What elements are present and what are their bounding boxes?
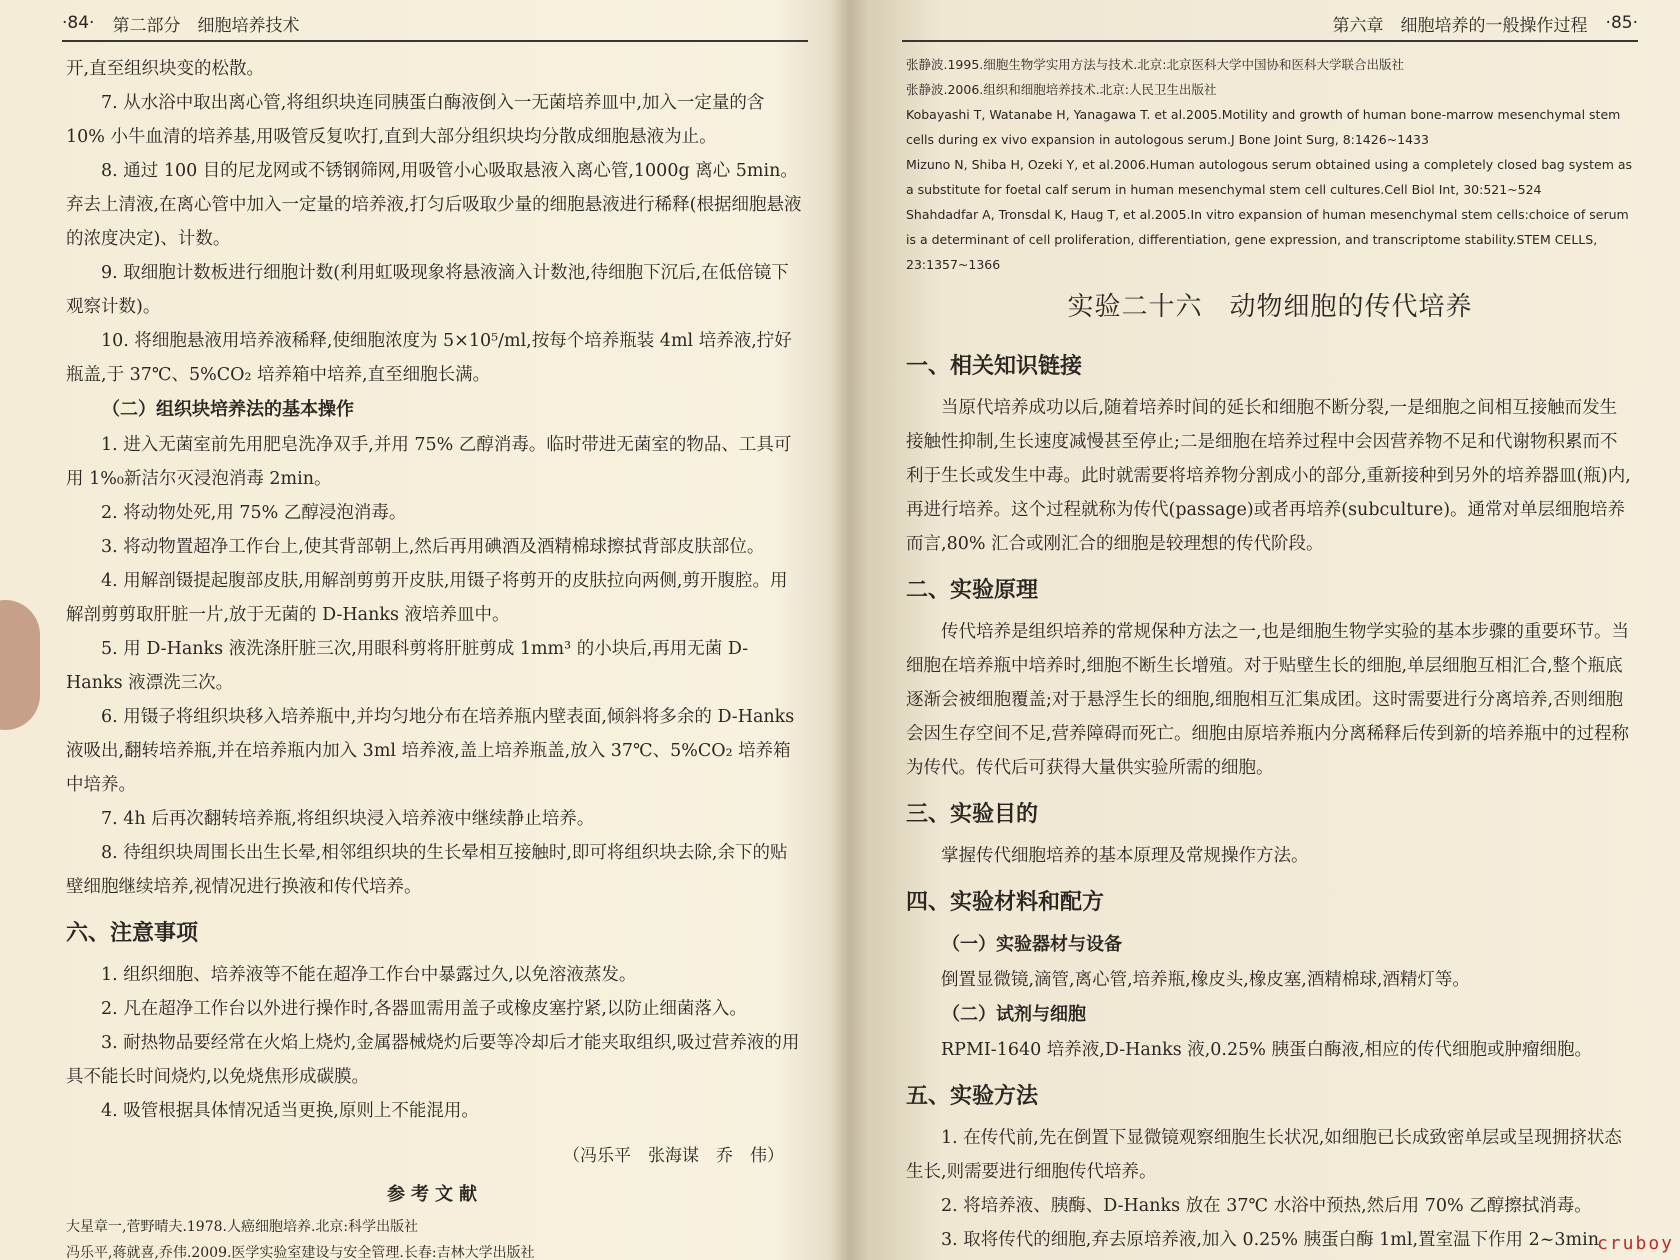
paragraph: 传代培养是组织培养的常规保种方法之一,也是细胞生物学实验的基本步骤的重要环节。当细胞在培养瓶中培养时,细胞不断生长增殖。对于贴壁生长的细胞,单层细胞互相汇合,整个瓶底逐渐会被细胞覆盖;对于悬浮生长的细胞,细胞相互汇集成团。这时需要进行分离培养,否则细胞会因生存空间不足,营养障碍而死亡。细胞由原培养瓶内分离稀释后传到新的培养瓶中的过程称为传代。传代后可获得大量供实验所需的细胞。 [906,622,1630,778]
references-title: 参考文献 [387,1184,483,1205]
reference: Kobayashi T, Watanabe H, Yanagawa T. et al.2005.Motility and growth of human bone-marrow mesenchymal stem cells during ex vivo expansion in autologous serum.J Bone Joint Surg, 8:1426~1433 [906,107,1621,147]
step: 1. 在传代前,先在倒置下显微镜观察细胞生长状况,如细胞已长成致密单层或呈现拥挤状态生长,则需要进行细胞传代培养。 [906,1128,1622,1182]
book-gutter [830,0,870,1260]
subsection-heading: （一）实验器材与设备 [942,934,1122,955]
section-heading: 六、注意事项 [66,921,199,946]
authors: （冯乐平 张海谋 乔 伟） [563,1146,784,1166]
step: 2. 将动物处死,用 75% 乙醇浸泡消毒。 [101,503,407,523]
experiment-title: 实验二十六 动物细胞的传代培养 [1067,292,1473,322]
section-heading: 三、实验目的 [906,802,1039,827]
watermark: cruboy [1596,1233,1674,1254]
paragraph: RPMI-1640 培养液,D-Hanks 液,0.25% 胰蛋白酶液,相应的传代细胞或肿瘤细胞。 [941,1040,1593,1060]
paragraph: 9. 取细胞计数板进行细胞计数(利用虹吸现象将悬液滴入计数池,待细胞下沉后,在低倍镜下观察计数)。 [66,263,789,317]
left-page [40,0,830,1260]
subsection-heading: （二）组织块培养法的基本操作 [102,399,354,420]
section-heading: 一、相关知识链接 [906,354,1083,379]
step: 7. 4h 后再次翻转培养瓶,将组织块浸入培养液中继续静止培养。 [101,809,595,829]
subsection-heading: （二）试剂与细胞 [942,1004,1086,1025]
step: 3. 取将传代的细胞,弃去原培养液,加入 0.25% 胰蛋白酶 1ml,置室温下作用 2~3min [941,1230,1600,1250]
paragraph: 8. 通过 100 目的尼龙网或不锈钢筛网,用吸管小心吸取悬液入离心管,1000g 离心 5min。弃去上清液,在离心管中加入一定量的培养液,打匀后吸取少量的细胞悬液进行稀释(根据细胞悬液的浓度决定)、计数。 [66,161,802,249]
chapter-title: 第六章 细胞培养的一般操作过程 [1332,15,1588,36]
note: 1. 组织细胞、培养液等不能在超净工作台中暴露过久,以免溶液蒸发。 [101,965,637,985]
right-running-header [902,6,1638,42]
reference: 张静波.2006.组织和细胞培养技术.北京:人民卫生出版社 [906,82,1217,97]
left-page-number: ·84· [62,13,95,33]
thumb [0,600,40,730]
reference: Mizuno N, Shiba H, Ozeki Y, et al.2006.Human autologous serum obtained using a completely closed bag system as a substitute for foetal calf serum in human mesenchymal stem cell cultures.Cell Biol Int, 30:521~524 [906,157,1633,197]
left-running-header [62,6,808,42]
paragraph: 掌握传代细胞培养的基本原理及常规操作方法。 [941,846,1309,866]
section-heading: 二、实验原理 [906,578,1039,603]
part-title: 第二部分 细胞培养技术 [112,15,300,36]
paragraph: 10. 将细胞悬液用培养液稀释,使细胞浓度为 5×10⁵/ml,按每个培养瓶装 4ml 培养液,拧好瓶盖,于 37℃、5%CO₂ 培养箱中培养,直至细胞长满。 [66,331,792,385]
reference: 冯乐平,蒋就喜,乔伟.2009.医学实验室建设与安全管理.长春:吉林大学出版社 [66,1245,535,1260]
right-page-number: ·85· [1605,13,1638,33]
note: 3. 耐热物品要经常在火焰上烧灼,金属器械烧灼后要等冷却后才能夹取组织,吸过营养液的用具不能长时间烧灼,以免烧焦形成碳膜。 [66,1033,800,1087]
paragraph: 开,直至组织块变的松散。 [66,59,265,79]
step: 5. 用 D-Hanks 液洗涤肝脏三次,用眼科剪将肝脏剪成 1mm³ 的小块后,再用无菌 D-Hanks 液漂洗三次。 [66,639,749,693]
step: 1. 进入无菌室前先用肥皂洗净双手,并用 75% 乙醇消毒。临时带进无菌室的物品、工具可用 1%₀新洁尔灭浸泡消毒 2min。 [66,435,792,489]
right-page [880,0,1660,1260]
step: 3. 将动物置超净工作台上,使其背部朝上,然后再用碘酒及酒精棉球擦拭背部皮肤部位。 [101,537,765,557]
paragraph: 倒置显微镜,滴管,离心管,培养瓶,橡皮头,橡皮塞,酒精棉球,酒精灯等。 [941,970,1470,990]
paragraph: 7. 从水浴中取出离心管,将组织块连同胰蛋白酶液倒入一无菌培养皿中,加入一定量的含 10% 小牛血清的培养基,用吸管反复吹打,直到大部分组织块均分散成细胞悬液为止。 [66,93,765,147]
step: 4. 用解剖镊提起腹部皮肤,用解剖剪剪开皮肤,用镊子将剪开的皮肤拉向两侧,剪开腹腔。用解剖剪剪取肝脏一片,放于无菌的 D-Hanks 液培养皿中。 [66,571,788,625]
step: 6. 用镊子将组织块移入培养瓶中,并均匀地分布在培养瓶内壁表面,倾斜将多余的 D-Hanks 液吸出,翻转培养瓶,并在培养瓶内加入 3ml 培养液,盖上培养瓶盖,放入 37℃、5%CO₂ 培养箱中培养。 [66,707,795,795]
reference: Shahdadfar A, Tronsdal K, Haug T, et al.2005.In vitro expansion of human mesenchymal stem cells:choice of serum is a determinant of cell proliferation, differentiation, gene expression, and transcriptome stability.STEM CELLS, 23:1357~1366 [906,207,1629,272]
reference: 张静波.1995.细胞生物学实用方法与技术.北京:北京医科大学中国协和医科大学联合出版社 [906,57,1404,72]
note: 2. 凡在超净工作台以外进行操作时,各器皿需用盖子或橡皮塞拧紧,以防止细菌落入。 [101,999,747,1019]
paragraph: 当原代培养成功以后,随着培养时间的延长和细胞不断分裂,一是细胞之间相互接触而发生接触性抑制,生长速度减慢甚至停止;二是细胞在培养过程中会因营养物不足和代谢物积累而不利于生长或发生中毒。此时就需要将培养物分割成小的部分,重新接种到另外的培养器皿(瓶)内,再进行培养。这个过程就称为传代(passage)或者再培养(subculture)。通常对单层细胞培养而言,80% 汇合或刚汇合的细胞是较理想的传代阶段。 [906,398,1631,554]
step: 2. 将培养液、胰酶、D-Hanks 放在 37℃ 水浴中预热,然后用 70% 乙醇擦拭消毒。 [941,1196,1592,1216]
note: 4. 吸管根据具体情况适当更换,原则上不能混用。 [101,1101,479,1121]
section-heading: 四、实验材料和配方 [906,890,1105,915]
section-heading: 五、实验方法 [906,1084,1039,1109]
step: 8. 待组织块周围长出生长晕,相邻组织块的生长晕相互接触时,即可将组织块去除,余下的贴壁细胞继续培养,视情况进行换液和传代培养。 [66,843,788,897]
reference: 大星章一,菅野晴夫.1978.人癌细胞培养.北京:科学出版社 [66,1219,419,1235]
